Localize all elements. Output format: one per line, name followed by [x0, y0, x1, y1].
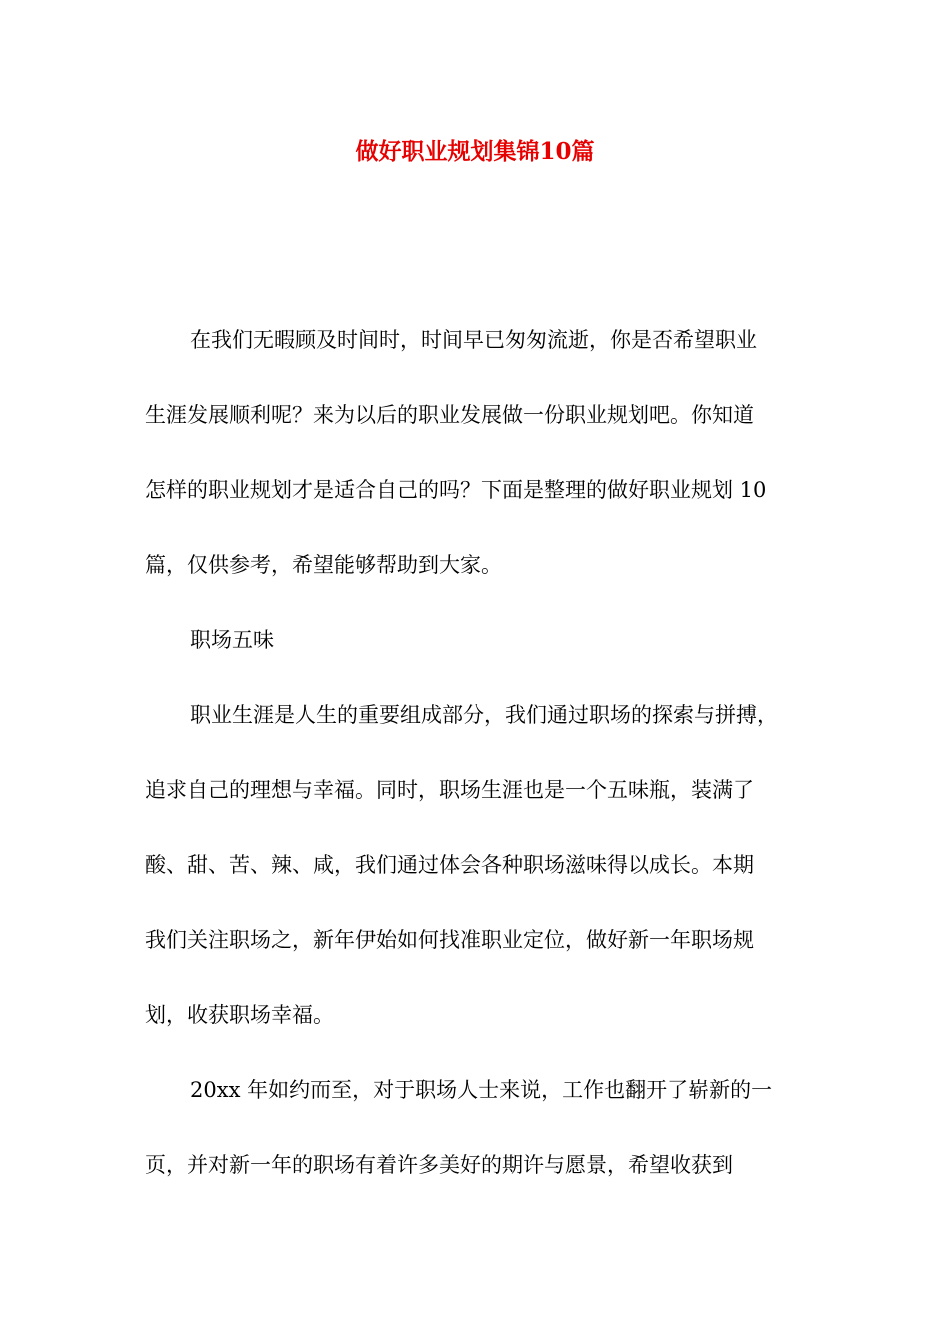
paragraph-line: 怎样的职业规划才是适合自己的吗？下面是整理的做好职业规划 10 [145, 478, 767, 502]
document-title: 做好职业规划集锦10篇 [355, 138, 595, 165]
section-heading: 职场五味 [190, 628, 274, 652]
paragraph-line: 页，并对新一年的职场有着许多美好的期许与愿景，希望收获到 [145, 1153, 733, 1177]
paragraph-line: 在我们无暇顾及时间时，时间早已匆匆流逝，你是否希望职业 [190, 328, 757, 352]
paragraph-line: 酸、甜、苦、辣、咸，我们通过体会各种职场滋味得以成长。本期 [145, 853, 754, 877]
paragraph-line: 划，收获职场幸福。 [145, 1003, 334, 1027]
paragraph-line: 职业生涯是人生的重要组成部分，我们通过职场的探索与拼搏， [190, 703, 778, 727]
paragraph-line: 追求自己的理想与幸福。同时，职场生涯也是一个五味瓶，装满了 [145, 778, 754, 802]
paragraph-line: 我们关注职场之，新年伊始如何找准职业定位，做好新一年职场规 [145, 928, 754, 952]
paragraph-line: 20xx 年如约而至，对于职场人士来说，工作也翻开了崭新的一 [190, 1078, 773, 1102]
paragraph-line: 生涯发展顺利呢？来为以后的职业发展做一份职业规划吧。你知道 [145, 403, 754, 427]
paragraph-line: 篇，仅供参考，希望能够帮助到大家。 [145, 553, 502, 577]
